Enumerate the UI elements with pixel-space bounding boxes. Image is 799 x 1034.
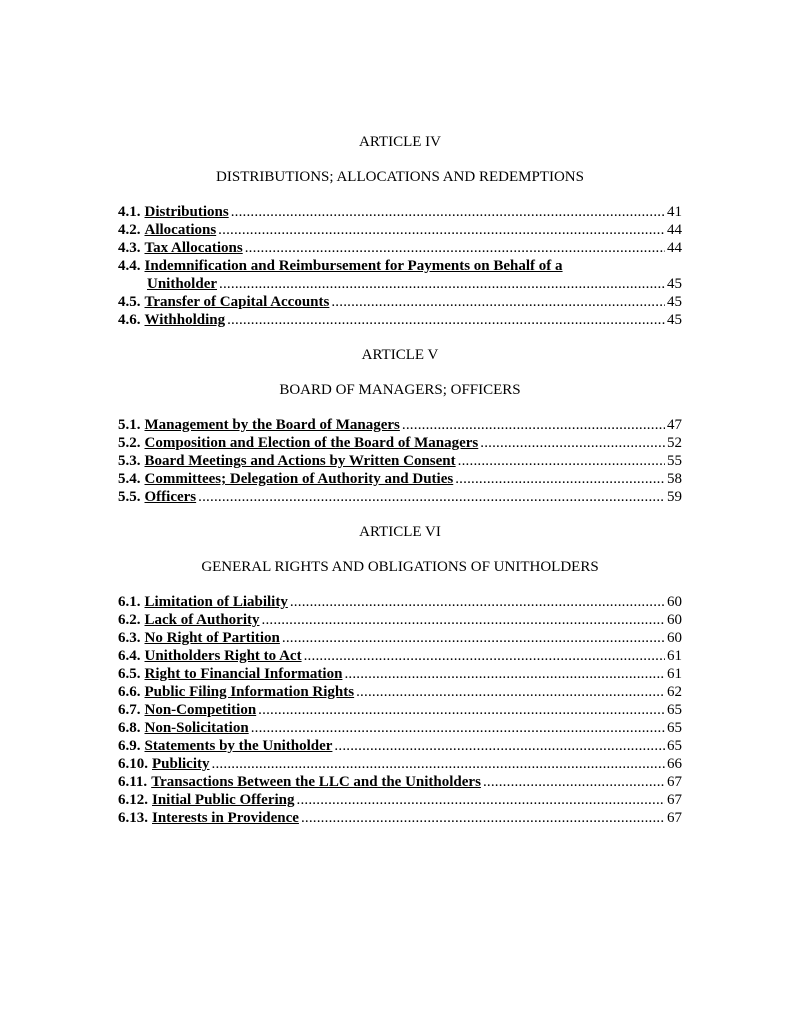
toc-entry[interactable] bbox=[118, 434, 682, 452]
toc-entry-title-link[interactable]: Officers bbox=[144, 489, 197, 505]
toc-entry-number: 6.9. bbox=[118, 738, 141, 754]
toc-entry[interactable] bbox=[118, 719, 682, 737]
toc-dot-leader bbox=[262, 611, 665, 629]
toc-entry-number: 6.8. bbox=[118, 720, 141, 736]
toc-entry-title-link[interactable]: Transfer of Capital Accounts bbox=[144, 294, 330, 310]
toc-entry-number: 4.3. bbox=[118, 240, 141, 256]
article-heading: ARTICLE VI bbox=[359, 524, 441, 540]
toc-list bbox=[118, 416, 682, 506]
toc-dot-leader bbox=[480, 434, 665, 452]
toc-entry-number: 4.4. bbox=[118, 258, 141, 274]
toc-entry-title-link[interactable]: Tax Allocations bbox=[144, 240, 243, 256]
toc-entry[interactable] bbox=[118, 257, 682, 275]
toc-entry-title-link[interactable]: Unitholder bbox=[147, 276, 218, 292]
toc-entry-number: 5.3. bbox=[118, 453, 141, 469]
toc-entry[interactable] bbox=[118, 611, 682, 629]
toc-entry-title-link[interactable]: Lack of Authority bbox=[144, 612, 260, 628]
toc-entry-page: 59 bbox=[667, 489, 682, 505]
toc-entry-page: 45 bbox=[667, 294, 682, 310]
toc-entry-number: 4.1. bbox=[118, 204, 141, 220]
toc-entry-title-link[interactable]: No Right of Partition bbox=[144, 630, 280, 646]
toc-entry-title-link[interactable]: Limitation of Liability bbox=[144, 594, 288, 610]
toc-entry[interactable] bbox=[118, 593, 682, 611]
toc-entry-page: 58 bbox=[667, 471, 682, 487]
toc-entry[interactable] bbox=[118, 683, 682, 701]
toc-entry[interactable] bbox=[118, 665, 682, 683]
table-of-contents-page bbox=[118, 133, 682, 827]
toc-entry-page: 67 bbox=[667, 774, 682, 790]
toc-entry-number: 6.13. bbox=[118, 810, 148, 826]
toc-entry-title-link[interactable]: Statements by the Unitholder bbox=[144, 738, 333, 754]
toc-dot-leader bbox=[402, 416, 665, 434]
article-subheading: BOARD OF MANAGERS; OFFICERS bbox=[279, 382, 521, 398]
toc-entry-page: 44 bbox=[667, 222, 682, 238]
article-section bbox=[118, 523, 682, 827]
toc-entry-number: 5.5. bbox=[118, 489, 141, 505]
toc-entry-page: 65 bbox=[667, 702, 682, 718]
toc-entry-page: 47 bbox=[667, 417, 682, 433]
toc-entry-number: 4.5. bbox=[118, 294, 141, 310]
article-subheading: DISTRIBUTIONS; ALLOCATIONS AND REDEMPTIONS bbox=[216, 169, 584, 185]
toc-entry-title-link[interactable]: Indemnification and Reimbursement for Payments on Behalf of a bbox=[144, 258, 563, 274]
toc-dot-leader bbox=[304, 647, 665, 665]
toc-entry-number: 4.6. bbox=[118, 312, 141, 328]
toc-entry-title-link[interactable]: Allocations bbox=[144, 222, 217, 238]
toc-entry-title-link[interactable]: Public Filing Information Rights bbox=[144, 684, 355, 700]
toc-entry-page: 61 bbox=[667, 648, 682, 664]
toc-entry-number: 6.3. bbox=[118, 630, 141, 646]
toc-dot-leader bbox=[301, 809, 665, 827]
toc-dot-leader bbox=[212, 755, 665, 773]
toc-entry[interactable] bbox=[118, 293, 682, 311]
toc-entry-page: 65 bbox=[667, 720, 682, 736]
toc-dot-leader bbox=[251, 719, 665, 737]
toc-entry-number: 5.1. bbox=[118, 417, 141, 433]
toc-entry[interactable] bbox=[118, 791, 682, 809]
toc-entry-number: 6.1. bbox=[118, 594, 141, 610]
toc-entry-number: 6.12. bbox=[118, 792, 148, 808]
section-spacer bbox=[118, 329, 682, 346]
toc-entry-title-link[interactable]: Non-Competition bbox=[144, 702, 257, 718]
section-spacer bbox=[118, 506, 682, 523]
toc-entry[interactable] bbox=[118, 470, 682, 488]
toc-entry-number: 6.7. bbox=[118, 702, 141, 718]
toc-dot-leader bbox=[483, 773, 665, 791]
toc-entry-number: 6.6. bbox=[118, 684, 141, 700]
toc-dot-leader bbox=[455, 470, 665, 488]
toc-entry[interactable] bbox=[118, 416, 682, 434]
toc-entry-number: 5.2. bbox=[118, 435, 141, 451]
toc-entry-title-link[interactable]: Committees; Delegation of Authority and Duties bbox=[144, 471, 454, 487]
toc-entry[interactable] bbox=[118, 629, 682, 647]
toc-entry-page: 52 bbox=[667, 435, 682, 451]
toc-entry-page: 60 bbox=[667, 594, 682, 610]
toc-entry-title-link[interactable]: Withholding bbox=[144, 312, 226, 328]
toc-entry-page: 45 bbox=[667, 276, 682, 292]
toc-entry-number: 5.4. bbox=[118, 471, 141, 487]
toc-entry-title-link[interactable]: Composition and Election of the Board of Managers bbox=[144, 435, 479, 451]
toc-dot-leader bbox=[331, 293, 665, 311]
toc-dot-leader bbox=[231, 203, 665, 221]
toc-entry-number: 6.11. bbox=[118, 774, 148, 790]
toc-entry[interactable] bbox=[118, 488, 682, 506]
toc-entry[interactable] bbox=[118, 311, 682, 329]
toc-dot-leader bbox=[258, 701, 665, 719]
toc-entry-page: 67 bbox=[667, 810, 682, 826]
toc-dot-leader bbox=[458, 452, 665, 470]
toc-dot-leader bbox=[198, 488, 665, 506]
toc-entry[interactable] bbox=[118, 701, 682, 719]
toc-dot-leader bbox=[356, 683, 665, 701]
toc-list bbox=[118, 593, 682, 827]
toc-entry-page: 44 bbox=[667, 240, 682, 256]
toc-dot-leader bbox=[245, 239, 665, 257]
toc-entry-title-link[interactable]: Right to Financial Information bbox=[144, 666, 343, 682]
toc-dot-leader bbox=[218, 221, 665, 239]
toc-entry-number: 6.4. bbox=[118, 648, 141, 664]
toc-entry-title-link[interactable]: Board Meetings and Actions by Written Consent bbox=[144, 453, 456, 469]
article-section bbox=[118, 133, 682, 329]
toc-entry[interactable] bbox=[118, 203, 682, 221]
article-heading: ARTICLE V bbox=[361, 347, 439, 363]
toc-entry[interactable] bbox=[118, 755, 682, 773]
toc-entry-page: 67 bbox=[667, 792, 682, 808]
toc-dot-leader bbox=[290, 593, 665, 611]
toc-entry-title-link[interactable]: Management by the Board of Managers bbox=[144, 417, 400, 433]
toc-entry-title-link[interactable]: Publicity bbox=[152, 756, 210, 772]
toc-entry-number: 6.2. bbox=[118, 612, 141, 628]
toc-entry[interactable] bbox=[118, 221, 682, 239]
toc-entry-page: 66 bbox=[667, 756, 682, 772]
toc-entry[interactable] bbox=[118, 773, 682, 791]
article-heading: ARTICLE IV bbox=[358, 134, 441, 150]
toc-entry[interactable] bbox=[118, 809, 682, 827]
toc-entry-continuation[interactable] bbox=[118, 275, 682, 293]
toc-entry-title-link[interactable]: Transactions Between the LLC and the Unitholders bbox=[151, 774, 481, 790]
toc-entry-title-link[interactable]: Non-Solicitation bbox=[144, 720, 249, 736]
toc-entry-page: 61 bbox=[667, 666, 682, 682]
toc-dot-leader bbox=[282, 629, 665, 647]
toc-entry-page: 62 bbox=[667, 684, 682, 700]
toc-dot-leader bbox=[344, 665, 665, 683]
toc-list bbox=[118, 203, 682, 329]
toc-entry-page: 65 bbox=[667, 738, 682, 754]
toc-dot-leader bbox=[334, 737, 665, 755]
toc-entry-title-link[interactable]: Initial Public Offering bbox=[152, 792, 295, 808]
toc-entry[interactable] bbox=[118, 647, 682, 665]
toc-entry-number: 6.10. bbox=[118, 756, 148, 772]
toc-entry-page: 55 bbox=[667, 453, 682, 469]
toc-dot-leader bbox=[219, 275, 665, 293]
toc-entry-title-link[interactable]: Distributions bbox=[144, 204, 229, 220]
toc-entry-page: 60 bbox=[667, 630, 682, 646]
toc-entry-title-link[interactable]: Unitholders Right to Act bbox=[144, 648, 302, 664]
toc-entry-page: 60 bbox=[667, 612, 682, 628]
toc-entry-page: 45 bbox=[667, 312, 682, 328]
toc-entry[interactable] bbox=[118, 239, 682, 257]
toc-entry-title-link[interactable]: Interests in Providence bbox=[152, 810, 299, 826]
toc-dot-leader bbox=[297, 791, 666, 809]
toc-entry[interactable] bbox=[118, 737, 682, 755]
toc-entry-number: 4.2. bbox=[118, 222, 141, 238]
article-subheading: GENERAL RIGHTS AND OBLIGATIONS OF UNITHOLDERS bbox=[201, 559, 599, 575]
article-section bbox=[118, 346, 682, 506]
toc-entry[interactable] bbox=[118, 452, 682, 470]
toc-entry-number: 6.5. bbox=[118, 666, 141, 682]
toc-dot-leader bbox=[227, 311, 665, 329]
toc-entry-page: 41 bbox=[667, 204, 682, 220]
